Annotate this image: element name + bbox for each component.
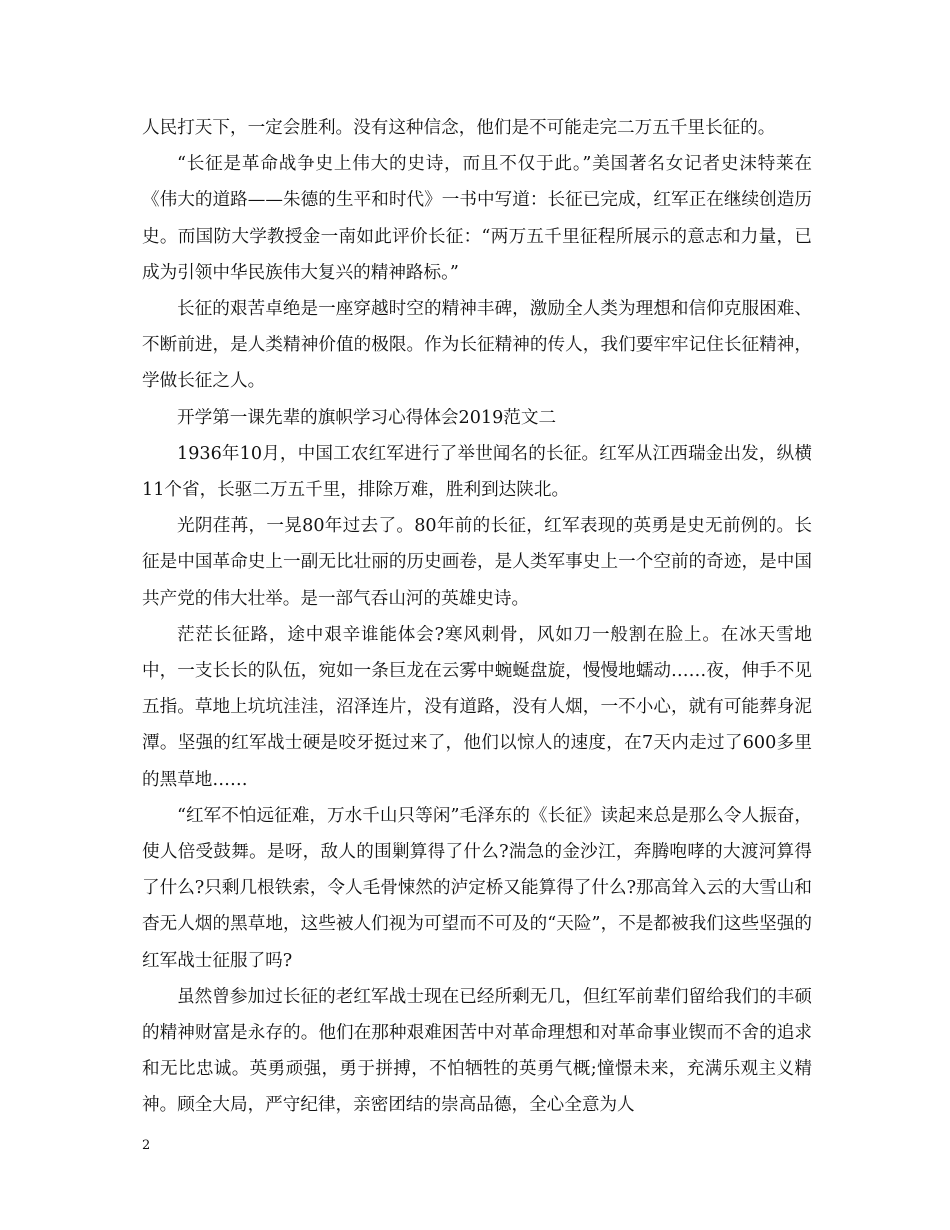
paragraph-1: 人民打天下，一定会胜利。没有这种信念，他们是不可能走完二万五千里长征的。 (142, 118, 776, 138)
paragraph-5: 1936年10月，中国工农红军进行了举世闻名的长征。红军从江西瑞金出发，纵横11个省，长驱二万五千里，排除万难，胜利到达陕北。 (142, 443, 812, 501)
section-heading: 开学第一课先辈的旗帜学习心得体会2019范文二 (177, 407, 557, 428)
paragraph-9: 虽然曾参加过长征的老红军战士现在已经所剩无几，但红军前辈们留给我们的丰硕的精神财富是永存的。他们在那种艰难困苦中对革命理想和对革命事业锲而不舍的追求和无比忠诚。英勇顽强，勇于拼搏，不怕牺牲的英勇气概;憧憬未来，充满乐观主义精神。顾全大局，严守纪律，亲密团结的崇高品德，全心全意为人 (142, 986, 812, 1116)
paragraph-7: 茫茫长征路，途中艰辛谁能体会?寒风刺骨，风如刀一般割在脸上。在冰天雪地中，一支长长的队伍，宛如一条巨龙在云雾中蜿蜒盘旋，慢慢地蠕动……夜，伸手不见五指。草地上坑坑洼洼，沼泽连片，没有道路，没有人烟，一不小心，就有可能葬身泥潭。坚强的红军战士硬是咬牙挺过来了，他们以惊人的速度，在7天内走过了600多里的黑草地…… (142, 624, 812, 790)
paragraph-6: 光阴荏苒，一晃80年过去了。80年前的长征，红军表现的英勇是史无前例的。长征是中国革命史上一副无比壮丽的历史画卷，是人类军事史上一个空前的奇迹，是中国共产党的伟大壮举。是一部气吞山河的英雄史诗。 (142, 516, 812, 609)
paragraph-8: “红军不怕远征难，万水千山只等闲”毛泽东的《长征》读起来总是那么令人振奋，使人倍受鼓舞。是呀，敌人的围剿算得了什么?湍急的金沙江，奔腾咆哮的大渡河算得了什么?只剩几根铁索，令人毛骨悚然的泸定桥又能算得了什么?那高耸入云的大雪山和杳无人烟的黑草地，这些被人们视为可望而不可及的“天险”，不是都被我们这些坚强的红军战士征服了吗? (142, 805, 812, 971)
paragraph-2: “长征是革命战争史上伟大的史诗，而且不仅于此。”美国著名女记者史沫特莱在《伟大的道路——朱德的生平和时代》一书中写道：长征已完成，红军正在继续创造历史。而国防大学教授金一南如此评价长征：“两万五千里征程所展示的意志和力量，已成为引领中华民族伟大复兴的精神路标。” (142, 154, 812, 283)
document-body (142, 110, 812, 1124)
paragraph-3: 长征的艰苦卓绝是一座穿越时空的精神丰碑，激励全人类为理想和信仰克服困难、不断前进，是人类精神价值的极限。作为长征精神的传人，我们要牢牢记住长征精神，学做长征之人。 (142, 299, 812, 392)
page-number: 2 (142, 1138, 151, 1153)
